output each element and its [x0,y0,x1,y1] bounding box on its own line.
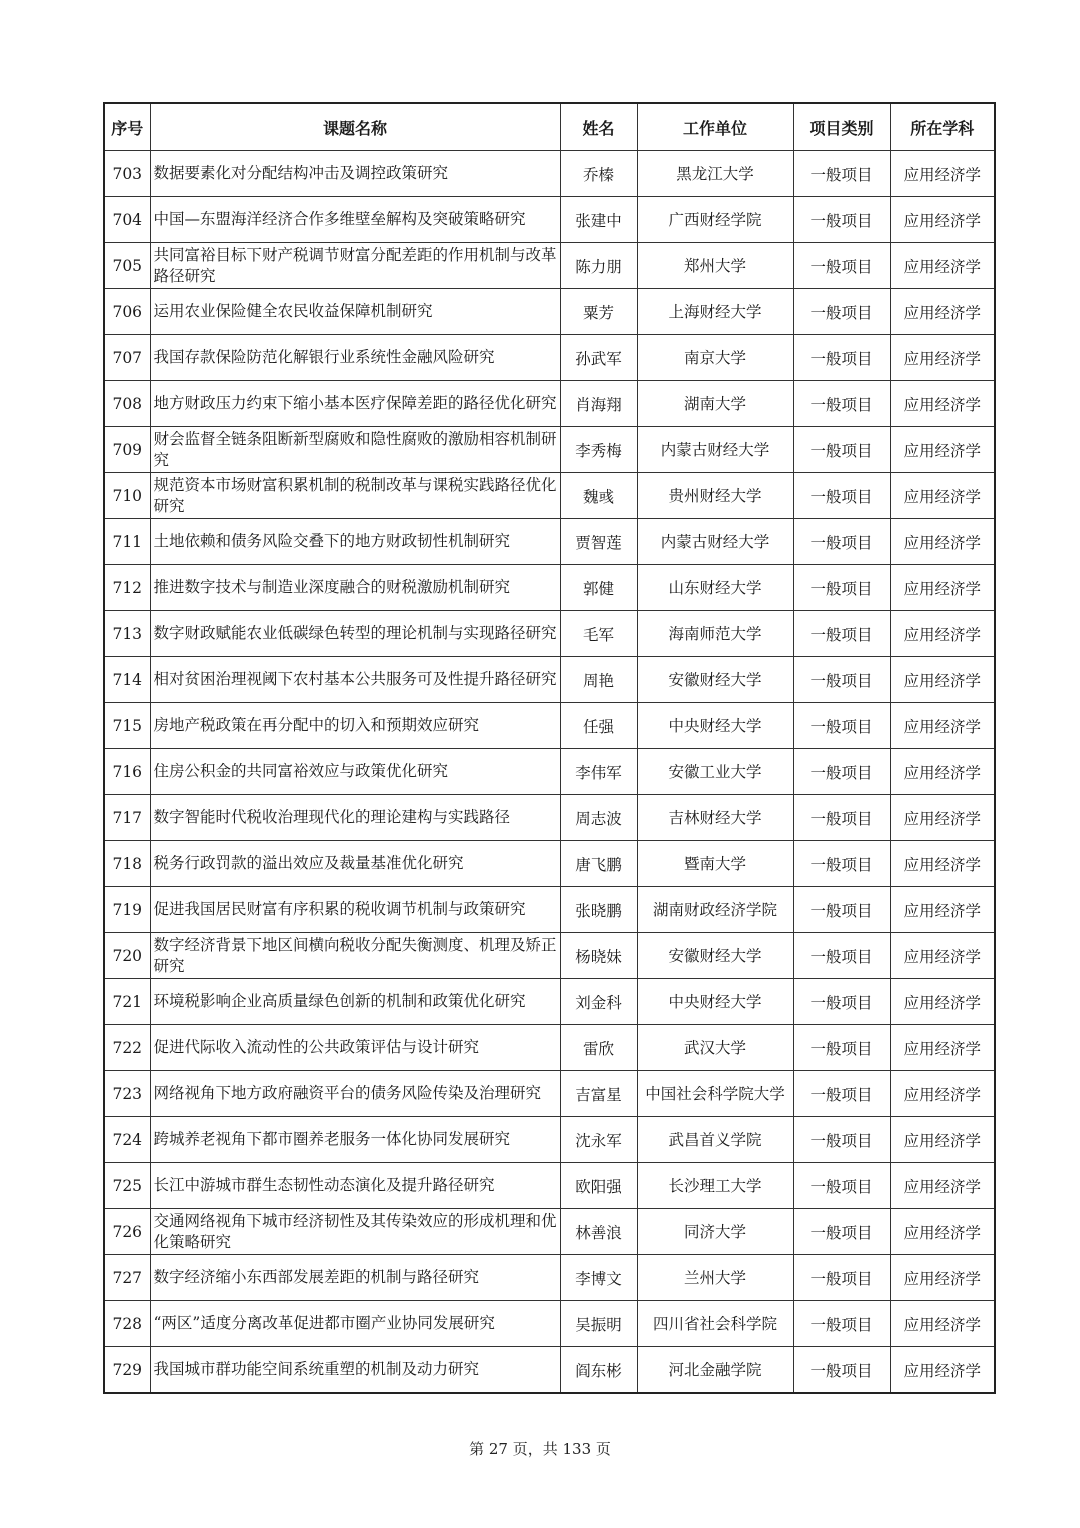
table-row [104,657,995,703]
researcher-name: 李秀梅 [560,427,637,473]
table-row [104,887,995,933]
affiliation: 武昌首义学院 [637,1117,793,1163]
researcher-name: 沈永军 [560,1117,637,1163]
project-category: 一般项目 [793,519,890,565]
project-title: “两区”适度分离改革促进都市圈产业协同发展研究 [150,1301,560,1347]
affiliation: 河北金融学院 [637,1347,793,1394]
discipline: 应用经济学 [890,611,995,657]
discipline: 应用经济学 [890,427,995,473]
table-row [104,979,995,1025]
discipline: 应用经济学 [890,151,995,197]
table-row [104,473,995,519]
table-row [104,197,995,243]
table-body [104,151,995,1394]
table-row [104,565,995,611]
project-category: 一般项目 [793,703,890,749]
affiliation: 郑州大学 [637,243,793,289]
affiliation: 暨南大学 [637,841,793,887]
row-number: 717 [104,795,150,841]
discipline: 应用经济学 [890,335,995,381]
project-category: 一般项目 [793,1301,890,1347]
project-category: 一般项目 [793,933,890,979]
researcher-name: 李博文 [560,1255,637,1301]
discipline: 应用经济学 [890,243,995,289]
researcher-name: 周志波 [560,795,637,841]
project-title: 长江中游城市群生态韧性动态演化及提升路径研究 [150,1163,560,1209]
row-number: 726 [104,1209,150,1255]
affiliation: 武汉大学 [637,1025,793,1071]
project-title: 规范资本市场财富积累机制的税制改革与课税实践路径优化研究 [150,473,560,519]
project-title: 环境税影响企业高质量绿色创新的机制和政策优化研究 [150,979,560,1025]
row-number: 725 [104,1163,150,1209]
affiliation: 中央财经大学 [637,703,793,749]
row-number: 729 [104,1347,150,1394]
affiliation: 广西财经学院 [637,197,793,243]
project-title: 土地依赖和债务风险交叠下的地方财政韧性机制研究 [150,519,560,565]
project-category: 一般项目 [793,151,890,197]
project-title: 相对贫困治理视阈下农村基本公共服务可及性提升路径研究 [150,657,560,703]
researcher-name: 张晓鹏 [560,887,637,933]
project-title: 税务行政罚款的溢出效应及裁量基准优化研究 [150,841,560,887]
row-number: 713 [104,611,150,657]
row-number: 722 [104,1025,150,1071]
researcher-name: 张建中 [560,197,637,243]
project-title: 促进我国居民财富有序积累的税收调节机制与政策研究 [150,887,560,933]
table-row [104,1071,995,1117]
discipline: 应用经济学 [890,381,995,427]
row-number: 709 [104,427,150,473]
project-category: 一般项目 [793,565,890,611]
researcher-name: 吴振明 [560,1301,637,1347]
row-number: 707 [104,335,150,381]
table-row [104,1301,995,1347]
project-title: 促进代际收入流动性的公共政策评估与设计研究 [150,1025,560,1071]
table-row [104,243,995,289]
researcher-name: 唐飞鹏 [560,841,637,887]
row-number: 728 [104,1301,150,1347]
project-category: 一般项目 [793,1025,890,1071]
project-title: 我国存款保险防范化解银行业系统性金融风险研究 [150,335,560,381]
row-number: 727 [104,1255,150,1301]
affiliation: 海南师范大学 [637,611,793,657]
header-name: 姓名 [560,103,637,151]
affiliation: 兰州大学 [637,1255,793,1301]
affiliation: 中央财经大学 [637,979,793,1025]
discipline: 应用经济学 [890,979,995,1025]
researcher-name: 肖海翔 [560,381,637,427]
affiliation: 湖南大学 [637,381,793,427]
row-number: 714 [104,657,150,703]
row-number: 718 [104,841,150,887]
row-number: 724 [104,1117,150,1163]
affiliation: 湖南财政经济学院 [637,887,793,933]
affiliation: 四川省社会科学院 [637,1301,793,1347]
discipline: 应用经济学 [890,841,995,887]
discipline: 应用经济学 [890,1347,995,1394]
table-row [104,151,995,197]
discipline: 应用经济学 [890,887,995,933]
table-row [104,749,995,795]
researcher-name: 吉富星 [560,1071,637,1117]
researcher-name: 雷欣 [560,1025,637,1071]
discipline: 应用经济学 [890,1301,995,1347]
discipline: 应用经济学 [890,289,995,335]
page-number: 第 27 页，共 133 页 [469,1440,611,1458]
row-number: 708 [104,381,150,427]
affiliation: 黑龙江大学 [637,151,793,197]
row-number: 706 [104,289,150,335]
project-category: 一般项目 [793,1117,890,1163]
project-category: 一般项目 [793,197,890,243]
project-category: 一般项目 [793,1071,890,1117]
project-category: 一般项目 [793,841,890,887]
header-no: 序号 [104,103,150,151]
affiliation: 贵州财经大学 [637,473,793,519]
researcher-name: 任强 [560,703,637,749]
table-row [104,933,995,979]
researcher-name: 杨晓妹 [560,933,637,979]
project-table [103,102,996,1394]
project-title: 共同富裕目标下财产税调节财富分配差距的作用机制与改革路径研究 [150,243,560,289]
project-title: 推进数字技术与制造业深度融合的财税激励机制研究 [150,565,560,611]
project-title: 地方财政压力约束下缩小基本医疗保障差距的路径优化研究 [150,381,560,427]
discipline: 应用经济学 [890,749,995,795]
project-category: 一般项目 [793,1347,890,1394]
project-category: 一般项目 [793,795,890,841]
project-title: 数字经济缩小东西部发展差距的机制与路径研究 [150,1255,560,1301]
table-row [104,703,995,749]
project-title: 财会监督全链条阻断新型腐败和隐性腐败的激励相容机制研究 [150,427,560,473]
project-category: 一般项目 [793,611,890,657]
row-number: 715 [104,703,150,749]
discipline: 应用经济学 [890,703,995,749]
affiliation: 吉林财经大学 [637,795,793,841]
project-title: 数字经济背景下地区间横向税收分配失衡测度、机理及矫正研究 [150,933,560,979]
row-number: 719 [104,887,150,933]
affiliation: 安徽财经大学 [637,657,793,703]
researcher-name: 郭健 [560,565,637,611]
project-title: 交通网络视角下城市经济韧性及其传染效应的形成机理和优化策略研究 [150,1209,560,1255]
affiliation: 内蒙古财经大学 [637,519,793,565]
researcher-name: 粟芳 [560,289,637,335]
project-category: 一般项目 [793,1255,890,1301]
affiliation: 南京大学 [637,335,793,381]
project-category: 一般项目 [793,1163,890,1209]
researcher-name: 贾智莲 [560,519,637,565]
project-title: 数据要素化对分配结构冲击及调控政策研究 [150,151,560,197]
researcher-name: 孙武军 [560,335,637,381]
project-category: 一般项目 [793,381,890,427]
project-title: 我国城市群功能空间系统重塑的机制及动力研究 [150,1347,560,1394]
table-row [104,381,995,427]
discipline: 应用经济学 [890,565,995,611]
header-discipline: 所在学科 [890,103,995,151]
affiliation: 安徽财经大学 [637,933,793,979]
project-category: 一般项目 [793,473,890,519]
table-row [104,1209,995,1255]
table-row [104,795,995,841]
row-number: 723 [104,1071,150,1117]
row-number: 716 [104,749,150,795]
affiliation: 安徽工业大学 [637,749,793,795]
table-row [104,335,995,381]
project-category: 一般项目 [793,1209,890,1255]
project-category: 一般项目 [793,289,890,335]
table-row [104,1163,995,1209]
discipline: 应用经济学 [890,1025,995,1071]
discipline: 应用经济学 [890,197,995,243]
table-row [104,1255,995,1301]
row-number: 712 [104,565,150,611]
affiliation: 同济大学 [637,1209,793,1255]
project-category: 一般项目 [793,427,890,473]
table-row [104,1347,995,1394]
project-title: 中国—东盟海洋经济合作多维壁垒解构及突破策略研究 [150,197,560,243]
table-header-row [104,103,995,151]
discipline: 应用经济学 [890,1071,995,1117]
discipline: 应用经济学 [890,933,995,979]
discipline: 应用经济学 [890,1209,995,1255]
discipline: 应用经济学 [890,1117,995,1163]
discipline: 应用经济学 [890,519,995,565]
header-category: 项目类别 [793,103,890,151]
discipline: 应用经济学 [890,657,995,703]
project-title: 数字智能时代税收治理现代化的理论建构与实践路径 [150,795,560,841]
discipline: 应用经济学 [890,795,995,841]
researcher-name: 林善浪 [560,1209,637,1255]
researcher-name: 阎东彬 [560,1347,637,1394]
project-category: 一般项目 [793,979,890,1025]
header-affiliation: 工作单位 [637,103,793,151]
researcher-name: 欧阳强 [560,1163,637,1209]
project-category: 一般项目 [793,657,890,703]
researcher-name: 刘金科 [560,979,637,1025]
researcher-name: 周艳 [560,657,637,703]
affiliation: 上海财经大学 [637,289,793,335]
table-row [104,289,995,335]
researcher-name: 乔榛 [560,151,637,197]
table-row [104,841,995,887]
table-row [104,519,995,565]
researcher-name: 毛军 [560,611,637,657]
project-title: 网络视角下地方政府融资平台的债务风险传染及治理研究 [150,1071,560,1117]
project-category: 一般项目 [793,335,890,381]
project-title: 运用农业保险健全农民收益保障机制研究 [150,289,560,335]
affiliation: 内蒙古财经大学 [637,427,793,473]
row-number: 710 [104,473,150,519]
project-title: 跨城养老视角下都市圈养老服务一体化协同发展研究 [150,1117,560,1163]
row-number: 711 [104,519,150,565]
row-number: 704 [104,197,150,243]
discipline: 应用经济学 [890,473,995,519]
row-number: 703 [104,151,150,197]
affiliation: 山东财经大学 [637,565,793,611]
researcher-name: 李伟军 [560,749,637,795]
table-row [104,611,995,657]
table-row [104,427,995,473]
project-title: 房地产税政策在再分配中的切入和预期效应研究 [150,703,560,749]
affiliation: 中国社会科学院大学 [637,1071,793,1117]
affiliation: 长沙理工大学 [637,1163,793,1209]
row-number: 721 [104,979,150,1025]
project-title: 住房公积金的共同富裕效应与政策优化研究 [150,749,560,795]
row-number: 705 [104,243,150,289]
researcher-name: 魏彧 [560,473,637,519]
row-number: 720 [104,933,150,979]
discipline: 应用经济学 [890,1163,995,1209]
project-category: 一般项目 [793,749,890,795]
project-category: 一般项目 [793,887,890,933]
researcher-name: 陈力朋 [560,243,637,289]
table-row [104,1117,995,1163]
header-title: 课题名称 [150,103,560,151]
project-category: 一般项目 [793,243,890,289]
table-row [104,1025,995,1071]
project-title: 数字财政赋能农业低碳绿色转型的理论机制与实现路径研究 [150,611,560,657]
discipline: 应用经济学 [890,1255,995,1301]
